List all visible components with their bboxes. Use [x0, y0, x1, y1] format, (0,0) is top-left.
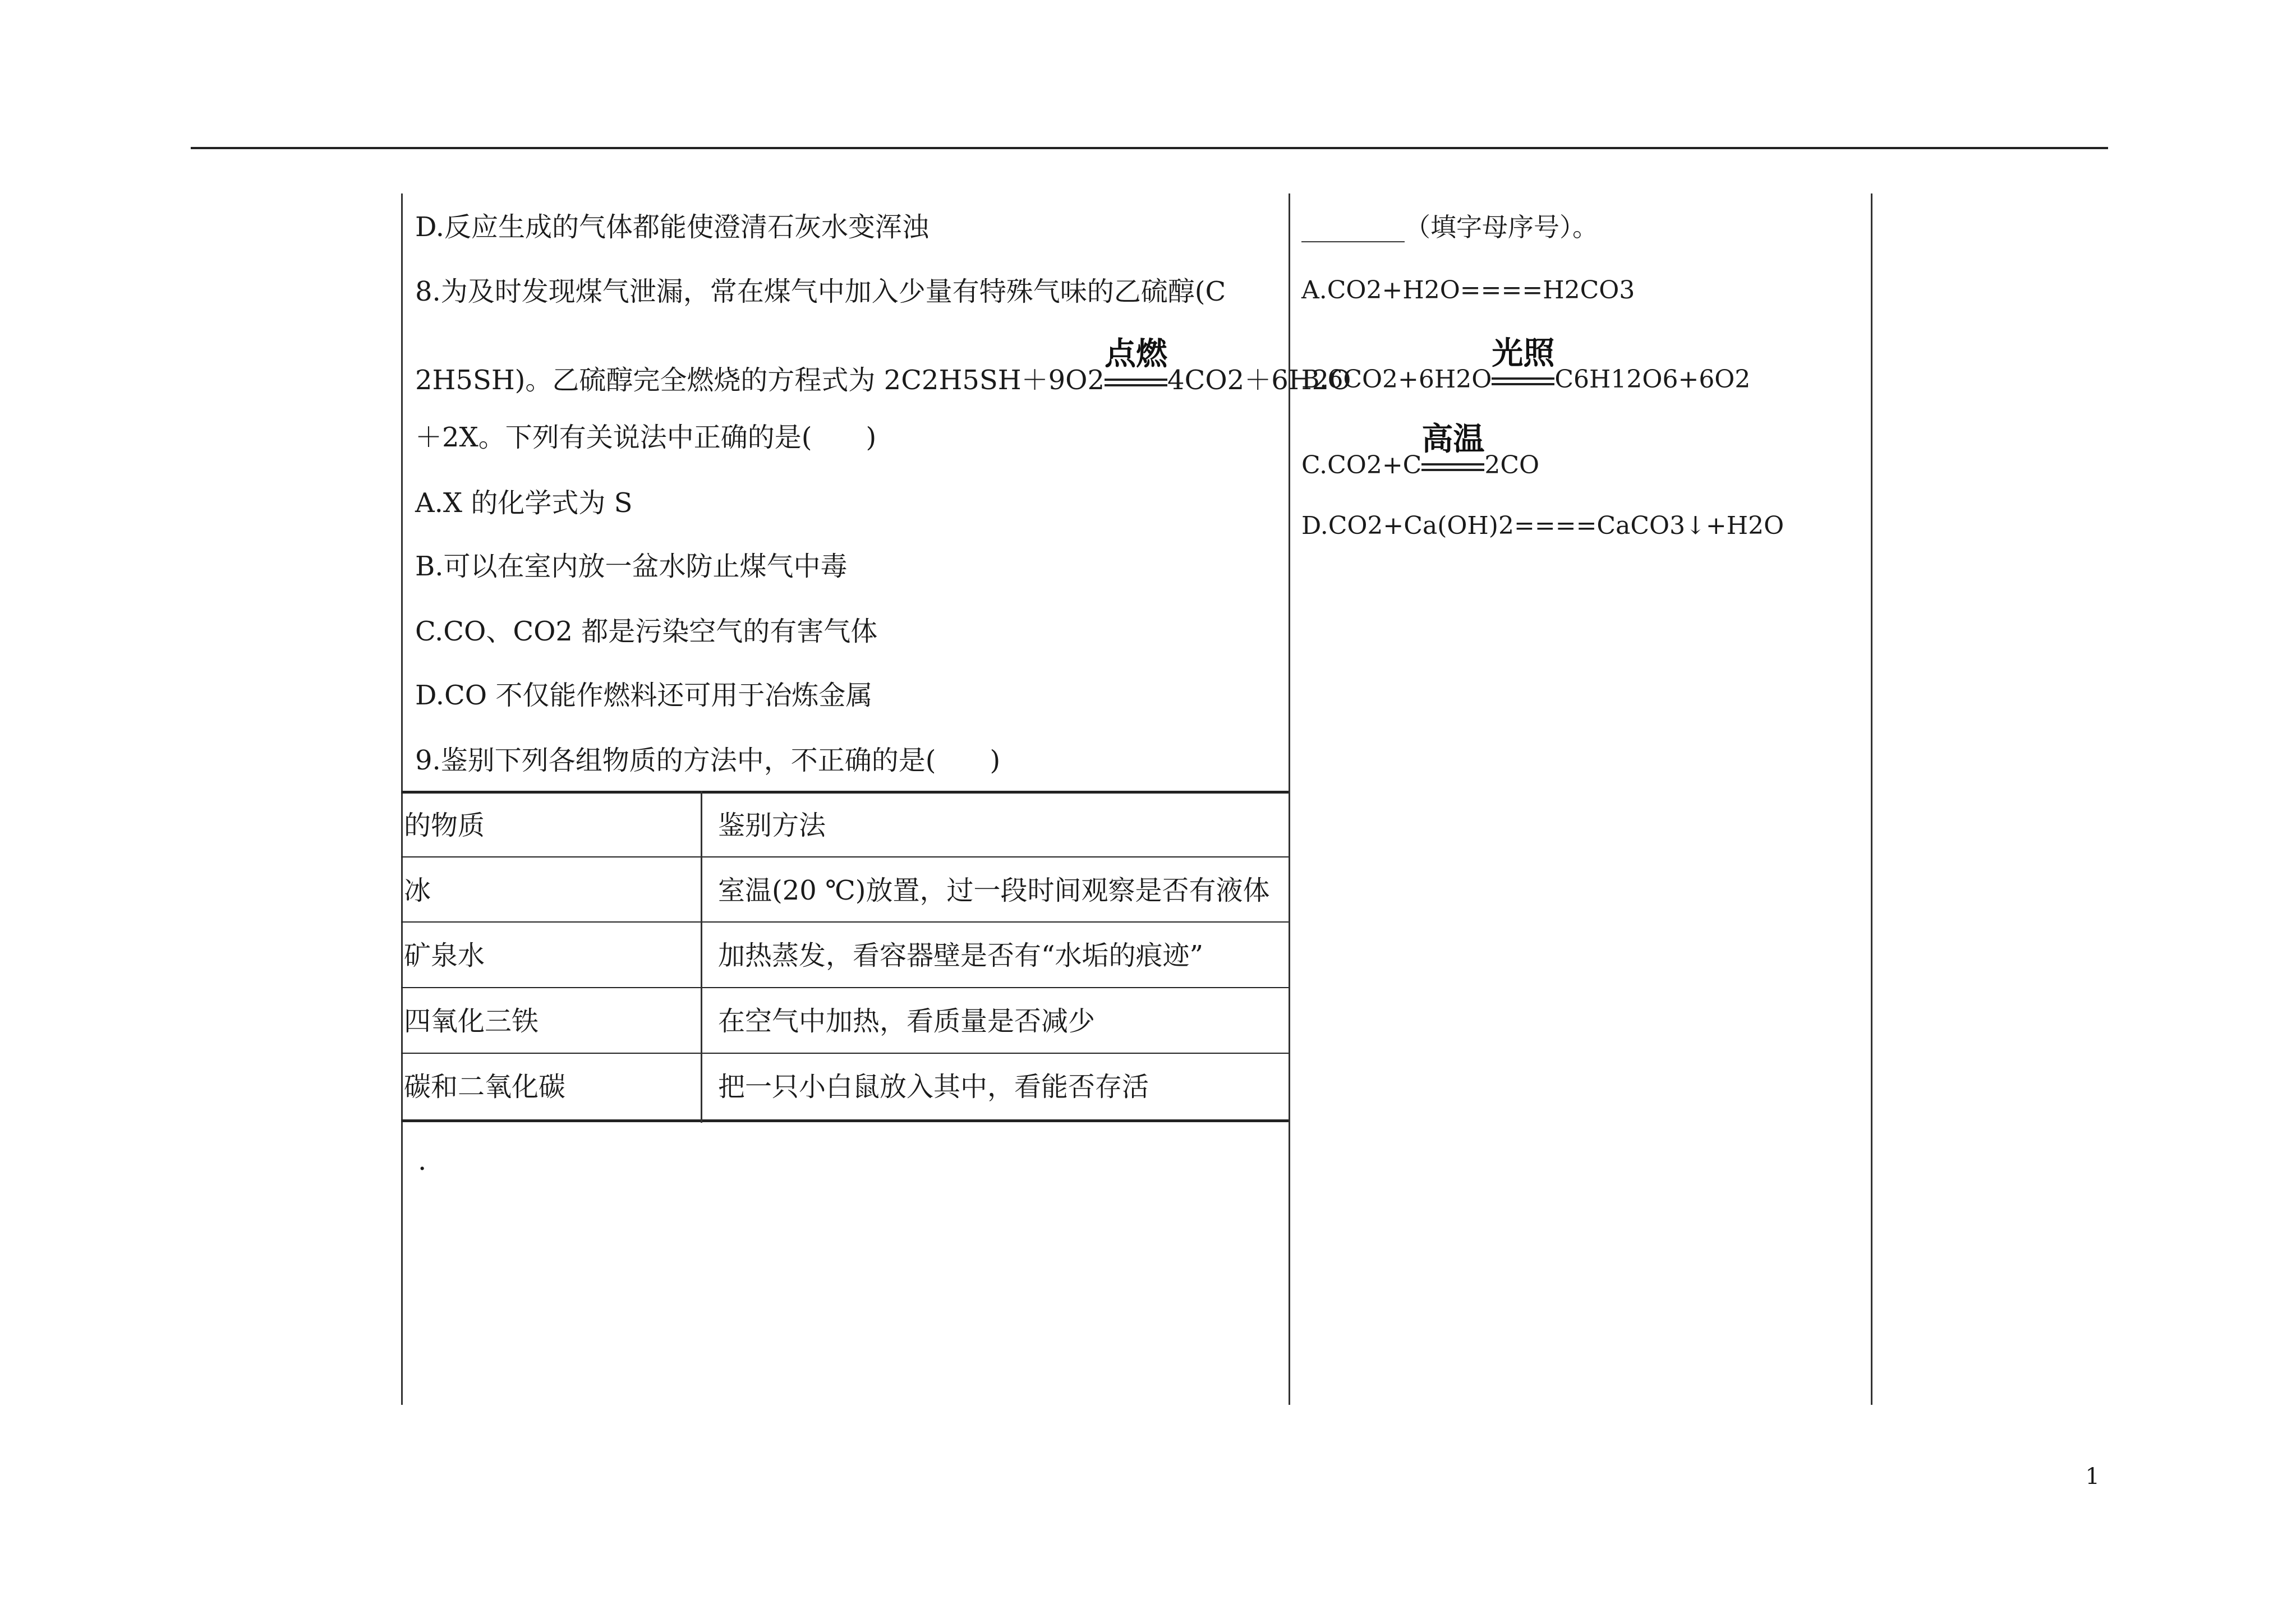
q8-equation-left: 2H5SH)。乙硫醇完全燃烧的方程式为 2C2H5SH＋9O2 [415, 365, 1105, 396]
table-cell-substance: 碳和二氧化碳 [404, 1071, 566, 1103]
table-header-method: 鉴别方法 [718, 810, 826, 841]
table-top-rule [401, 791, 1289, 794]
q7-option-d: D.反应生成的气体都能使澄清石灰水变浑浊 [415, 211, 930, 243]
table-header-substance: 的物质 [404, 810, 485, 841]
q8-option-c: C.CO、CO2 都是污染空气的有害气体 [415, 616, 878, 647]
option-c-left: C.CO2+C [1301, 451, 1422, 479]
q8-stem-line2 [415, 336, 1351, 397]
right-column-border [1871, 193, 1872, 1405]
table-cell-method: 加热蒸发，看容器壁是否有“水垢的痕迹” [718, 940, 1204, 971]
q8-option-a: A.X 的化学式为 S [415, 487, 633, 519]
option-c-arrow [1421, 421, 1485, 482]
page-number: 1 [2085, 1464, 2100, 1490]
option-d-equation: D.CO2+Ca(OH)2====CaCO3↓+H2O [1301, 511, 1784, 540]
table-column-divider [701, 791, 702, 1123]
table-cell-method: 室温(20 ℃)放置，过一段时间观察是否有液体 [718, 875, 1270, 906]
q8-equation-right: 4CO2＋6H2O [1167, 365, 1351, 396]
q8-stem-line1: 8.为及时发现煤气泄漏，常在煤气中加入少量有特殊气味的乙硫醇(C [415, 276, 1226, 307]
stray-dot: . [418, 1145, 427, 1177]
option-b-equation [1301, 335, 1751, 396]
table-cell-substance: 冰 [404, 875, 431, 906]
option-b-arrow [1492, 335, 1555, 396]
table-cell-substance: 矿泉水 [404, 940, 485, 971]
option-b-condition: 光照 [1492, 335, 1555, 372]
table-row-rule [401, 856, 1289, 857]
option-a-equation: A.CO2+H2O====H2CO3 [1301, 276, 1635, 305]
option-c-right: 2CO [1484, 451, 1540, 479]
q8-reaction-arrow [1105, 336, 1168, 397]
left-column-border [401, 193, 403, 1405]
header-rule [191, 147, 2108, 149]
double-line-icon [1105, 379, 1167, 386]
option-b-right: C6H12O6+6O2 [1554, 365, 1751, 394]
fill-blank-line: ________（填字母序号）。 [1301, 212, 1598, 242]
double-line-icon [1421, 463, 1484, 471]
q8-condition: 点燃 [1105, 336, 1168, 372]
q9-stem: 9.鉴别下列各组物质的方法中，不正确的是( ) [415, 745, 1001, 776]
table-cell-method: 把一只小白鼠放入其中，看能否存活 [718, 1071, 1149, 1103]
option-c-equation [1301, 421, 1540, 482]
option-b-left: B.6CO2+6H2O [1301, 365, 1492, 394]
table-cell-method: 在空气中加热，看质量是否减少 [718, 1006, 1096, 1037]
q8-option-b: B.可以在室内放一盆水防止煤气中毒 [415, 551, 848, 582]
option-c-condition: 高温 [1421, 421, 1485, 458]
double-line-icon [1492, 377, 1554, 385]
table-bottom-rule [401, 1119, 1289, 1122]
q8-stem-line3: ＋2X。下列有关说法中正确的是( ) [415, 422, 877, 453]
table-row-rule [401, 921, 1289, 923]
q8-option-d: D.CO 不仅能作燃料还可用于冶炼金属 [415, 680, 873, 711]
table-row-rule [401, 1053, 1289, 1054]
table-row-rule [401, 987, 1289, 988]
table-cell-substance: 四氧化三铁 [404, 1006, 539, 1037]
